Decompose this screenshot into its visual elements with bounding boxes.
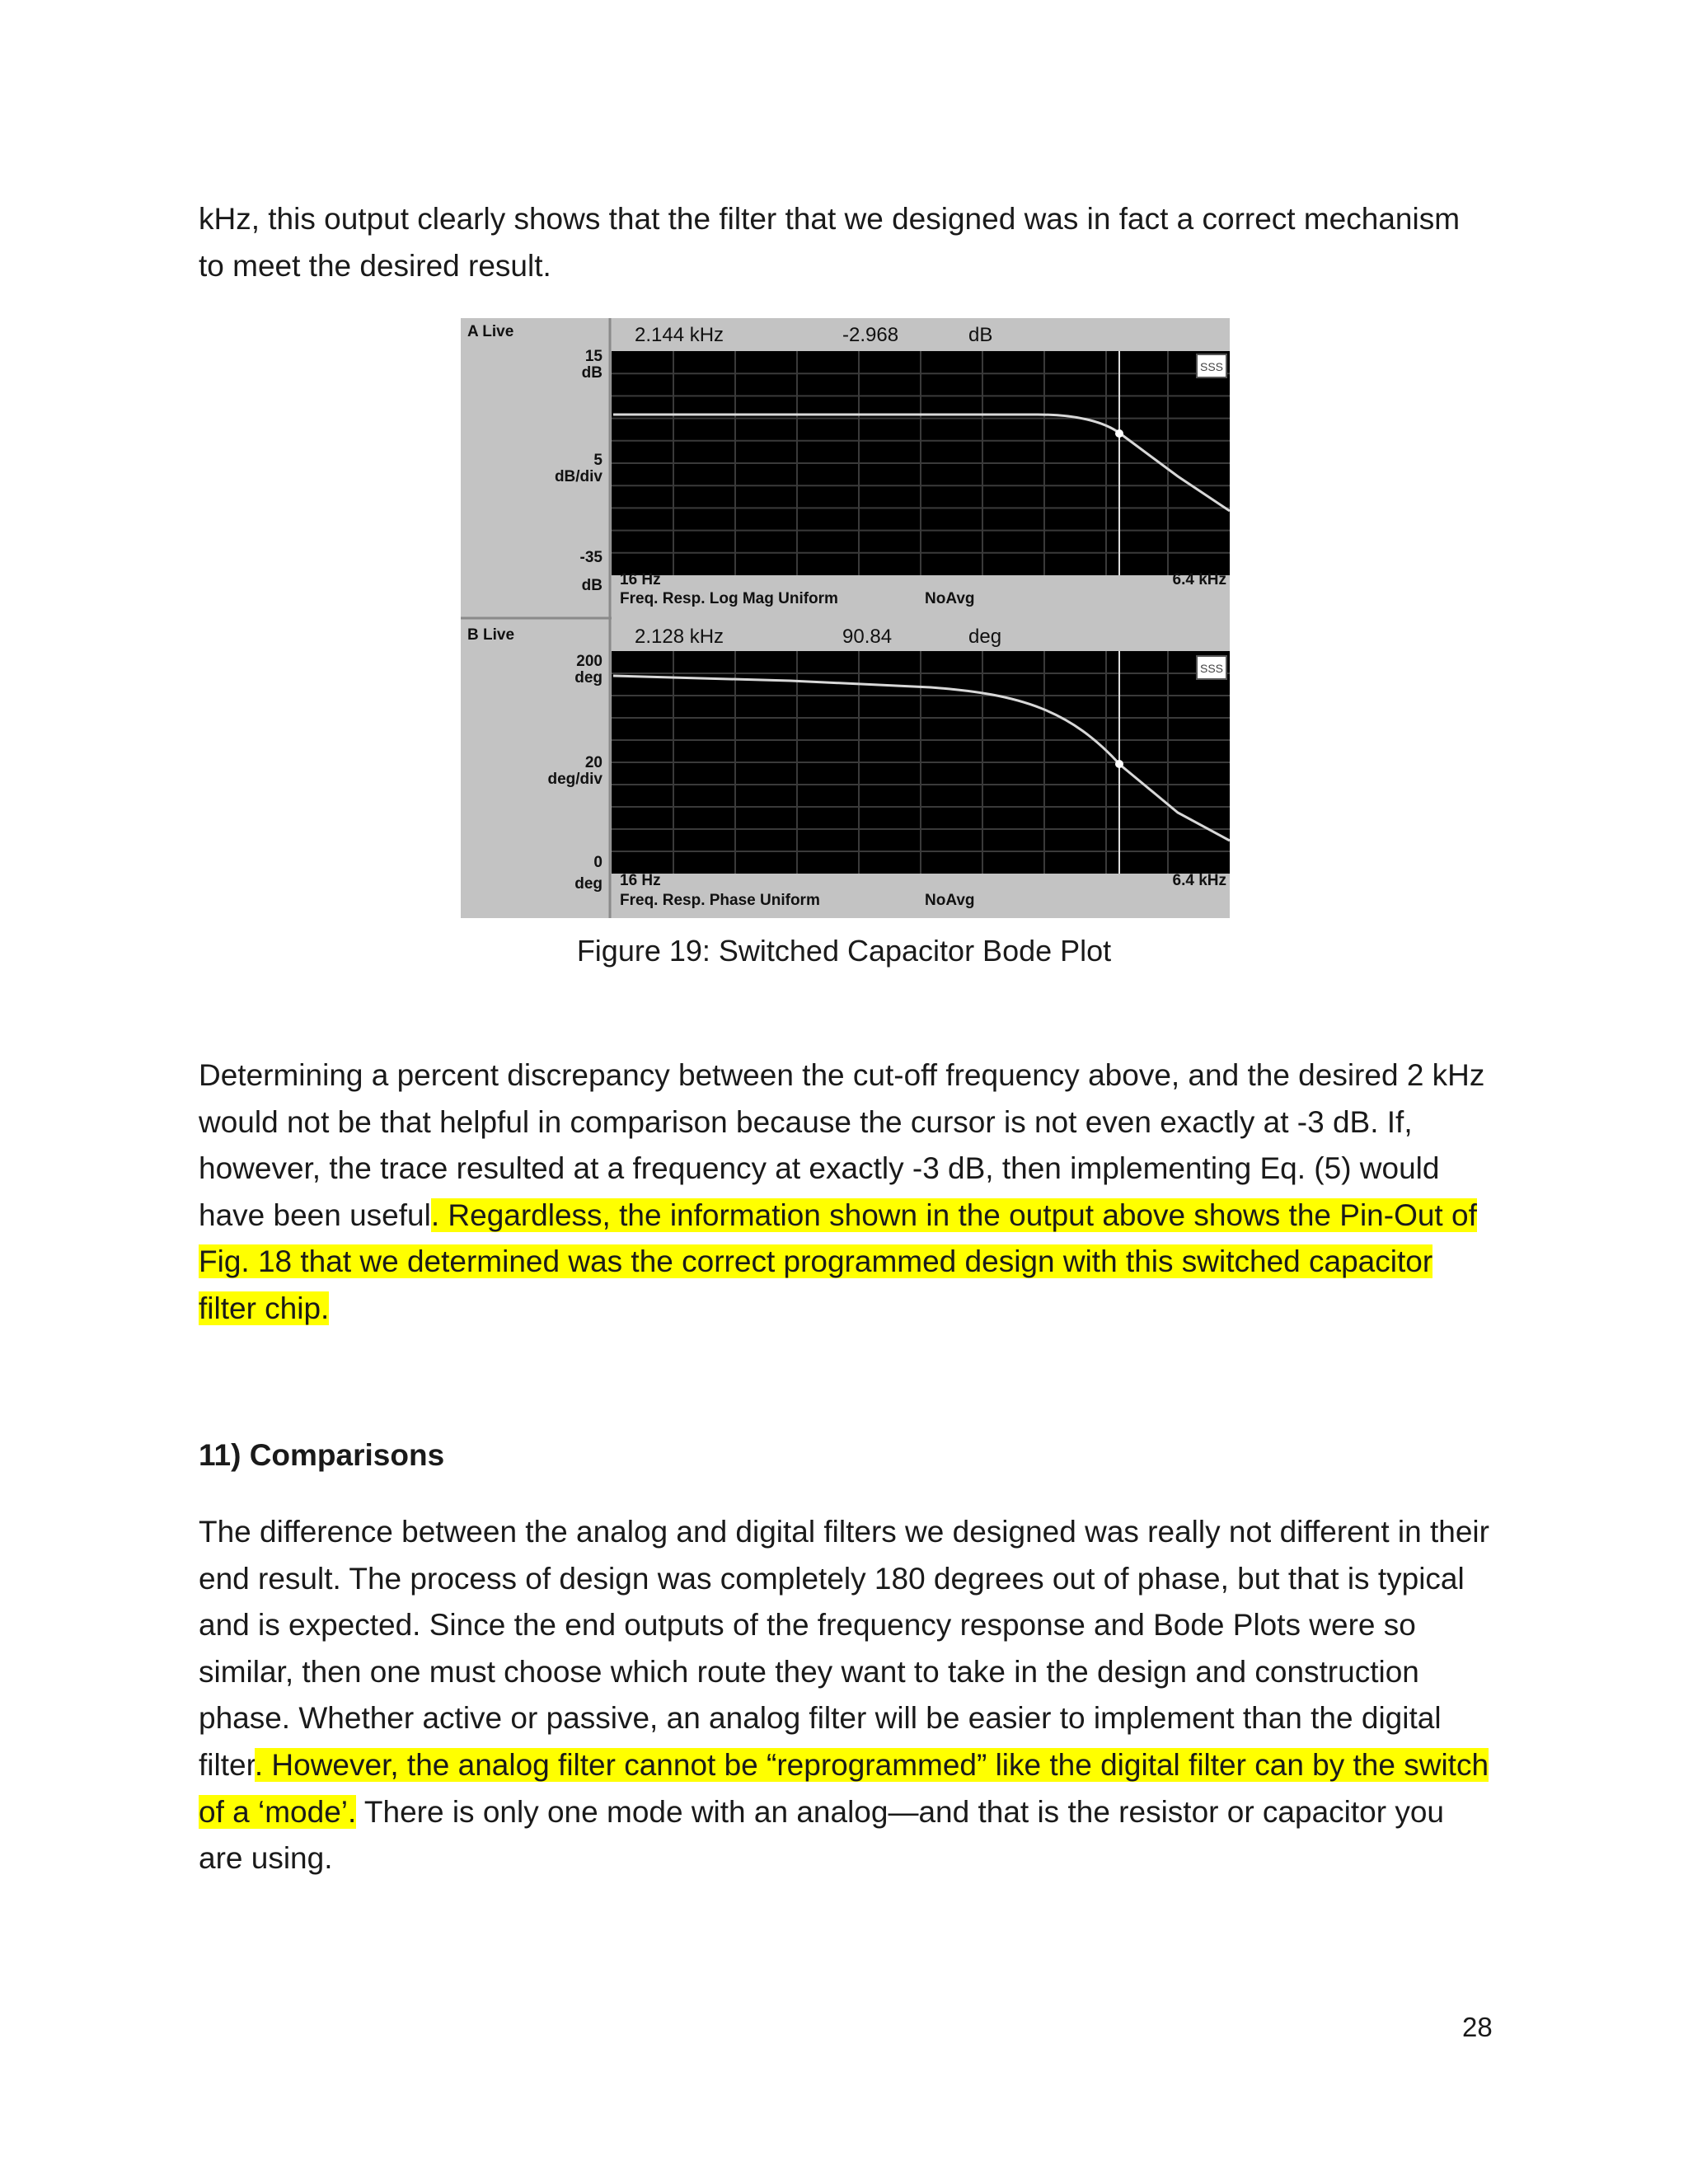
panel-b-x-end: 6.4 kHz <box>1172 872 1226 889</box>
panel-b-x-start: 16 Hz <box>620 872 661 889</box>
panel-b-readout-unit: deg <box>968 626 1002 648</box>
panel-b-readout-value: 90.84 <box>842 626 893 648</box>
panel-b-y-div-value: 20 <box>584 754 603 771</box>
panel-a-mode: Freq. Resp. Log Mag Uniform <box>620 590 838 607</box>
panel-b-y-bottom-value: 0 <box>593 854 603 871</box>
panel-b-y-bottom-unit: deg <box>574 875 603 893</box>
panel-a-readout-unit: dB <box>968 324 993 346</box>
panel-a-cursor-marker <box>1115 429 1123 438</box>
panel-a-x-start: 16 Hz <box>620 571 661 588</box>
bode-plot-svg <box>461 318 1230 918</box>
panel-a-y-bottom-value: -35 <box>579 549 603 566</box>
panel-a-avg: NoAvg <box>925 590 975 607</box>
panel-b-readout-freq: 2.128 kHz <box>635 626 724 648</box>
paragraph-discrepancy-text: Determining a percent discrepancy between the cut-off frequency above, and the desired 2 kHz would not be that helpful in comparison because the cursor is not even exactly at -3 dB. If, however, the trace resulted at a frequency at exactly -3 dB, then implementing Eq. (5) would have been useful <box>199 1058 1485 1232</box>
panel-a-badge-label: SSS <box>1199 360 1224 373</box>
panel-a-y-div-unit: dB/div <box>554 468 603 485</box>
section-heading: 11) Comparisons <box>199 1438 445 1472</box>
bode-plot-figure <box>461 318 1230 918</box>
panel-a-y-bottom-unit: dB <box>581 577 603 594</box>
panel-b-badge-label: SSS <box>1199 662 1224 675</box>
panel-a-readout-freq: 2.144 kHz <box>635 324 724 346</box>
panel-b-avg: NoAvg <box>925 892 975 909</box>
figure-caption: Figure 19: Switched Capacitor Bode Plot <box>576 934 1112 968</box>
panel-a-y-div-value: 5 <box>593 452 603 469</box>
panel-b-mode: Freq. Resp. Phase Uniform <box>620 892 820 909</box>
paragraph-discrepancy <box>199 1052 1493 1333</box>
panel-b-live-label: B Live <box>467 626 515 644</box>
highlighted-text: . Regardless, the information shown in the output above shows the Pin-Out of Fig. 18 that we determined was the correct programmed design with this switched capacitor filter chip. <box>199 1197 1477 1325</box>
panel-b-cursor-marker <box>1115 760 1123 768</box>
panel-a-x-end: 6.4 kHz <box>1172 571 1226 588</box>
paragraph-intro-text: kHz, this output clearly shows that the filter that we designed was in fact a correct mechanism to meet the desired result. <box>199 202 1461 283</box>
panel-a-live-label: A Live <box>467 323 514 340</box>
paragraph-intro <box>199 196 1493 289</box>
highlighted-text: . However, the analog filter cannot be “reprogrammed” like the digital filter can by the switch of a ‘mode’. <box>199 1747 1489 1829</box>
panel-a-y-top-unit: dB <box>581 364 603 382</box>
panel-a-readout-value: -2.968 <box>842 324 899 346</box>
page-number: 28 <box>1462 2012 1493 2042</box>
paragraph-comparisons-text: The difference between the analog and digital filters we designed was really not different in their end result. The process of design was completely 180 degrees out of phase, but that is typical and is expected. Since the end outputs of the frequency response and Bode Plots were so similar, then one must choose which route they want to take in the design and construction phase. Whether active or passive, an analog filter will be easier to implement than the digital filter <box>199 1515 1489 1782</box>
panel-a-y-top-value: 15 <box>584 348 603 365</box>
panel-b-y-top-unit: deg <box>574 669 603 687</box>
panel-b-y-top-value: 200 <box>576 653 603 670</box>
panel-b-y-div-unit: deg/div <box>547 771 603 788</box>
paragraph-comparisons <box>199 1509 1493 1882</box>
paragraph-comparisons-text-end: There is only one mode with an analog—and that is the resistor or capacitor you are using. <box>199 1794 1444 1876</box>
